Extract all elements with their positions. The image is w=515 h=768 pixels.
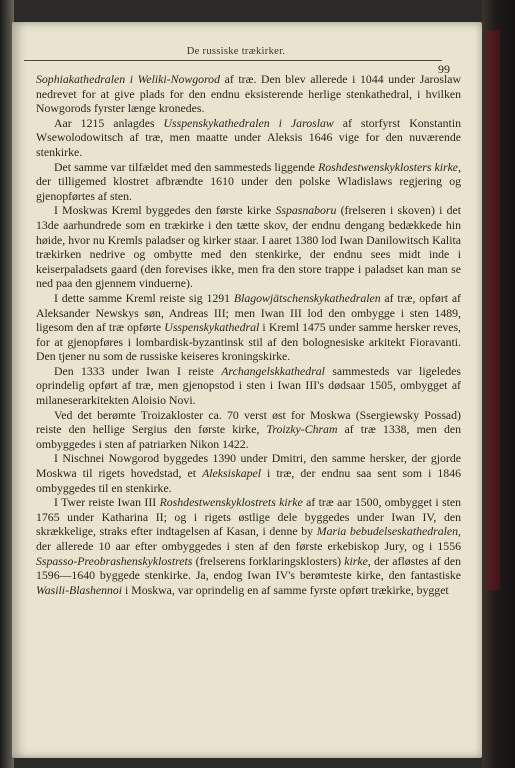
paragraph [36, 364, 461, 408]
italic-name: kirke [344, 553, 368, 568]
paragraph [36, 160, 461, 204]
text-run: i træ, der endnu saa sent som i 1846 ombyggedes til en stenkirke. [36, 466, 461, 495]
page-number: 99 [438, 62, 450, 76]
book-cover-red-edge [486, 30, 500, 590]
italic-name: Archangelskkathedral [221, 363, 325, 378]
italic-name: Usspenskykathedralen i Jaroslaw [163, 115, 334, 130]
text-run: af træ aar 1500, ombygget i sten 1765 under Katharina II; og i rigets østlige dele byggedes under Iwan IV, den skrækkelige, straks efter indtagelsen af Kasan, i denne by [36, 495, 461, 539]
paragraph [36, 408, 461, 452]
text-run: i Kreml 1475 under samme hersker reves, for at gjenopføres i lombardisk-byzantinsk stil af den bolognesiske arkitekt Fioravanti. Den tjener nu som de russiske keiseres kroningskirke. [36, 320, 461, 364]
text-run: (frelserens forklaringsklosters) [192, 553, 345, 568]
running-title: De russiske trækirker. [186, 46, 286, 57]
body-text [36, 72, 461, 597]
page-header [36, 40, 466, 76]
italic-name: Roshdestwenskyklostrets kirke [159, 495, 303, 510]
text-run: Aar 1215 anlagdes [54, 115, 164, 130]
text-run: af træ. Den blev allerede i 1044 under Jaroslaw nedrevet for at give plads for den endnu eksisterende herlige stenkathedral, i hvilken Nowgorods fyrster længe kronedes. [36, 72, 461, 116]
text-run: af storfyrst Konstantin Wsewolodowitsch af træ, men maatte under Aleksis 1646 vige for den nuværende stenkirke. [36, 115, 461, 159]
text-run: (frelseren i skoven) i det 13de aarhundrede som en trækirke i den tætte skov, der endnu dengang bedækkede hin høide, hvor nu Kremls paladser og kirker staar. I aaret 1380 lod Iwan Danilowitsch Kalita trækirken nedrive og ombytte med den stenkirke, der endnu sees midt inde i keiserpaladsets gaard (den forevises ikke, men fra den store trappe i paladset kan man se ned paa den gjennem vinduerne). [36, 203, 461, 291]
text-run: I Moskwas Kreml byggedes den første kirke [54, 203, 276, 218]
italic-name: Usspenskykathedral [164, 320, 260, 335]
paragraph [36, 451, 461, 495]
text-run: I Nischnei Nowgorod byggedes 1390 under Dmitri, den samme hersker, der gjorde Moskwa til rigets hovedstad, et [36, 451, 461, 481]
text-run: Det samme var tilfældet med den sammesteds liggende [54, 159, 319, 174]
paragraph [36, 291, 461, 364]
italic-name: Sophiakathedralen i Weliki-Nowgorod [36, 72, 220, 86]
text-run: Den 1333 under Iwan I reiste [54, 363, 222, 378]
italic-name: Blagowjätschenskykathedralen [233, 290, 381, 305]
text-run: sammesteds var ligeledes oprindelig opført af træ, men gjenopstod i sten i Iwan III's dødsaar 1505, ombygget af milaneserarkitekten Aloisio Novi. [36, 363, 461, 408]
header-rule [24, 60, 442, 61]
paragraph [36, 203, 461, 291]
text-run: i Moskwa, var oprindelig en af samme fyrste opført trækirke, bygget [122, 582, 449, 597]
italic-name: Maria bebudelseskathedralen [316, 524, 459, 539]
paragraph [36, 72, 461, 116]
paragraph [36, 116, 461, 160]
text-run: , der allerede 10 aar efter ombyggedes i sten af den første erkebiskop Jury, og i 1556 [36, 524, 461, 553]
italic-name: Troizky-Chram [266, 422, 338, 437]
text-run: , der tilligemed klostret afbrændte 1610 under den polske Wladislaws regjering og gjenopførtes af sten. [36, 159, 462, 203]
italic-name: Aleksiskapel [202, 466, 262, 481]
italic-name: Roshdestwenskyklosters kirke [318, 159, 459, 174]
text-run: I Twer reiste Iwan III [54, 495, 160, 510]
text-run: af træ, opført af Aleksander Newskys søn, Andreas III; men Iwan III lod den ombygge i sten 1489, ligesom den af træ opførte [36, 290, 461, 335]
italic-name: Sspasnaboru [275, 203, 337, 218]
text-run: I dette samme Kreml reiste sig 1291 [54, 290, 234, 305]
paragraph [36, 495, 461, 597]
text-run: , der afløstes af den 1596—1640 byggede stenkirke. Ja, endog Iwan IV's berømteste kirke, den fantastiske [36, 553, 462, 583]
italic-name: Sspasso-Preobrashenskyklostrets [36, 553, 193, 568]
italic-name: Wasili-Blashennoi [36, 582, 123, 597]
text-run: Ved det berømte Troizakloster ca. 70 verst øst for Moskwa (Ssergiewsky Possad) reiste den hellige Sergius den første kirke, [36, 407, 461, 437]
text-run: af træ 1338, men den ombyggedes i sten af patriarken Nikon 1422. [36, 422, 461, 451]
